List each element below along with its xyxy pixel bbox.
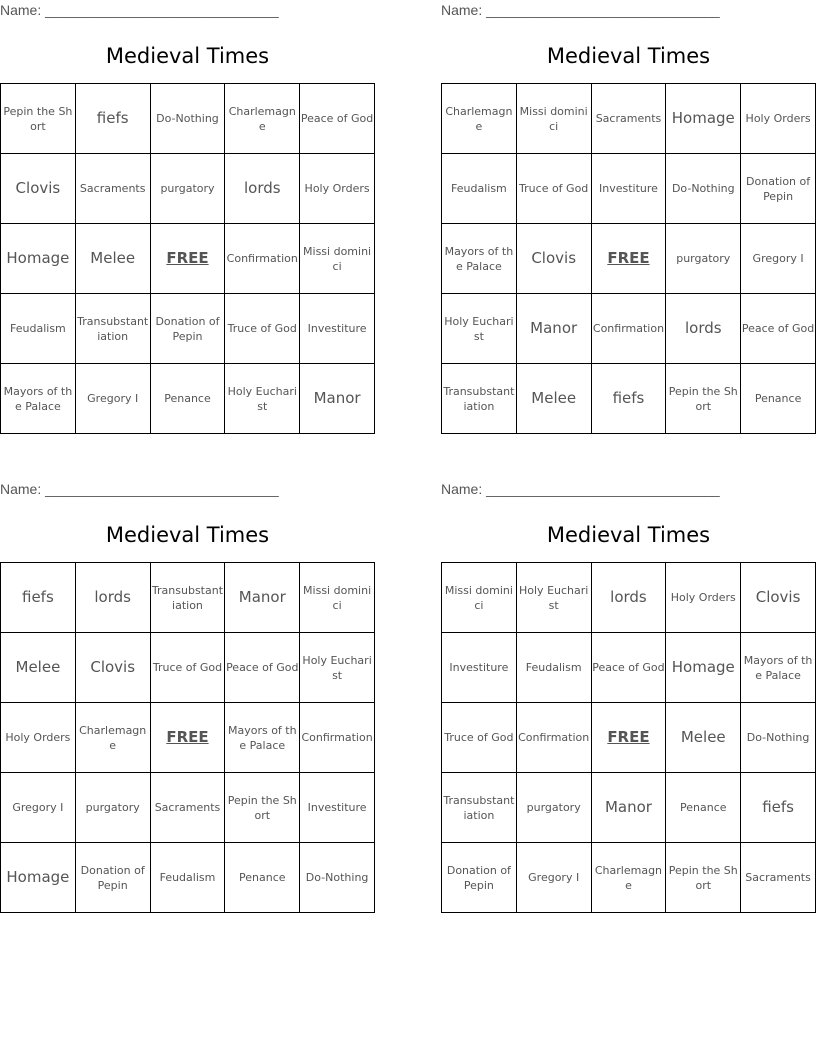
bingo-cell: Charlemagne <box>75 703 150 773</box>
free-space-cell: FREE <box>150 703 225 773</box>
bingo-cell: Gregory I <box>516 843 591 913</box>
bingo-cell: Penance <box>666 773 741 843</box>
free-space-cell: FREE <box>591 224 666 294</box>
bingo-cell: Sacraments <box>741 843 816 913</box>
bingo-cell: lords <box>75 563 150 633</box>
bingo-cell: lords <box>591 563 666 633</box>
bingo-cell: Clovis <box>75 633 150 703</box>
bingo-cell: Peace of God <box>225 633 300 703</box>
bingo-cell: lords <box>225 154 300 224</box>
name-field: Name: ______________________________ <box>441 481 720 497</box>
card-title: Medieval Times <box>546 523 711 547</box>
bingo-cell: Donation of Pepin <box>150 294 225 364</box>
bingo-cell: fiefs <box>1 563 76 633</box>
bingo-cell: Do-Nothing <box>666 154 741 224</box>
bingo-cell: Charlemagne <box>225 84 300 154</box>
bingo-cell: Charlemagne <box>442 84 517 154</box>
bingo-grid <box>0 83 375 434</box>
bingo-cell: Missi dominici <box>516 84 591 154</box>
bingo-cell: Clovis <box>741 563 816 633</box>
bingo-cell: Feudalism <box>516 633 591 703</box>
bingo-cell: Investiture <box>442 633 517 703</box>
bingo-row <box>1 843 375 913</box>
bingo-row <box>1 294 375 364</box>
bingo-cell: fiefs <box>75 84 150 154</box>
bingo-cell: Holy Orders <box>666 563 741 633</box>
bingo-cell: Feudalism <box>150 843 225 913</box>
bingo-cell: Truce of God <box>150 633 225 703</box>
bingo-cell: Holy Eucharist <box>516 563 591 633</box>
bingo-cell: Mayors of the Palace <box>1 364 76 434</box>
bingo-cell: Holy Eucharist <box>442 294 517 364</box>
bingo-cell: Mayors of the Palace <box>442 224 517 294</box>
bingo-cell: Truce of God <box>225 294 300 364</box>
bingo-cell: Sacraments <box>591 84 666 154</box>
bingo-row <box>1 364 375 434</box>
bingo-cell: Penance <box>150 364 225 434</box>
bingo-cell: Clovis <box>1 154 76 224</box>
bingo-cell: Do-Nothing <box>150 84 225 154</box>
bingo-row <box>1 703 375 773</box>
bingo-row <box>1 154 375 224</box>
bingo-cell: Clovis <box>516 224 591 294</box>
bingo-cell: Missi dominici <box>300 224 375 294</box>
free-space-cell: FREE <box>150 224 225 294</box>
bingo-cell: Holy Orders <box>741 84 816 154</box>
bingo-row <box>1 563 375 633</box>
bingo-cell: Penance <box>741 364 816 434</box>
bingo-cell: Pepin the Short <box>225 773 300 843</box>
bingo-cell: Donation of Pepin <box>75 843 150 913</box>
bingo-cell: Melee <box>75 224 150 294</box>
bingo-cell: Holy Orders <box>300 154 375 224</box>
bingo-row <box>442 224 816 294</box>
bingo-cell: Truce of God <box>516 154 591 224</box>
bingo-cell: Melee <box>1 633 76 703</box>
bingo-cell: fiefs <box>741 773 816 843</box>
bingo-cell: Pepin the Short <box>666 843 741 913</box>
bingo-cell: Melee <box>516 364 591 434</box>
bingo-cell: Peace of God <box>591 633 666 703</box>
bingo-cell: Holy Eucharist <box>225 364 300 434</box>
bingo-cell: Do-Nothing <box>741 703 816 773</box>
bingo-cell: Pepin the Short <box>666 364 741 434</box>
bingo-cell: Sacraments <box>75 154 150 224</box>
bingo-cell: Homage <box>666 633 741 703</box>
bingo-cell: Holy Orders <box>1 703 76 773</box>
bingo-grid <box>441 562 816 913</box>
bingo-row <box>1 633 375 703</box>
bingo-cell: Confirmation <box>516 703 591 773</box>
bingo-row <box>1 84 375 154</box>
bingo-cell: Homage <box>1 843 76 913</box>
bingo-cell: Manor <box>591 773 666 843</box>
bingo-cell: Peace of God <box>300 84 375 154</box>
bingo-cell: Feudalism <box>442 154 517 224</box>
bingo-grid <box>0 562 375 913</box>
card-title: Medieval Times <box>546 44 711 68</box>
bingo-cell: Investiture <box>300 294 375 364</box>
bingo-cell: Donation of Pepin <box>442 843 517 913</box>
bingo-cell: Sacraments <box>150 773 225 843</box>
card-title: Medieval Times <box>105 523 270 547</box>
bingo-cell: purgatory <box>516 773 591 843</box>
bingo-row <box>442 294 816 364</box>
bingo-row <box>442 84 816 154</box>
bingo-cell: Confirmation <box>225 224 300 294</box>
bingo-row <box>442 154 816 224</box>
bingo-cell: Mayors of the Palace <box>741 633 816 703</box>
bingo-cell: Missi dominici <box>442 563 517 633</box>
bingo-cell: purgatory <box>75 773 150 843</box>
bingo-cell: Donation of Pepin <box>741 154 816 224</box>
bingo-cell: Transubstantiation <box>150 563 225 633</box>
bingo-row <box>442 364 816 434</box>
bingo-cell: purgatory <box>666 224 741 294</box>
bingo-cell: Do-Nothing <box>300 843 375 913</box>
bingo-cell: Truce of God <box>442 703 517 773</box>
bingo-grid <box>441 83 816 434</box>
name-field: Name: ______________________________ <box>0 481 279 497</box>
bingo-row <box>1 224 375 294</box>
bingo-cell: Manor <box>225 563 300 633</box>
name-field: Name: ______________________________ <box>0 2 279 18</box>
bingo-row <box>442 563 816 633</box>
bingo-cell: Charlemagne <box>591 843 666 913</box>
bingo-cell: Confirmation <box>591 294 666 364</box>
bingo-cell: Gregory I <box>75 364 150 434</box>
free-space-cell: FREE <box>591 703 666 773</box>
bingo-cell: Feudalism <box>1 294 76 364</box>
bingo-cell: Homage <box>666 84 741 154</box>
bingo-cell: Mayors of the Palace <box>225 703 300 773</box>
bingo-cell: Transubstantiation <box>442 364 517 434</box>
bingo-row <box>442 773 816 843</box>
bingo-row <box>442 633 816 703</box>
bingo-cell: purgatory <box>150 154 225 224</box>
bingo-row <box>442 843 816 913</box>
bingo-cell: lords <box>666 294 741 364</box>
name-field: Name: ______________________________ <box>441 2 720 18</box>
bingo-cell: Investiture <box>591 154 666 224</box>
bingo-cell: Manor <box>516 294 591 364</box>
bingo-row <box>442 703 816 773</box>
bingo-cell: Pepin the Short <box>1 84 76 154</box>
card-title: Medieval Times <box>105 44 270 68</box>
bingo-cell: fiefs <box>591 364 666 434</box>
bingo-cell: Melee <box>666 703 741 773</box>
bingo-cell: Transubstantiation <box>442 773 517 843</box>
bingo-cell: Missi dominici <box>300 563 375 633</box>
bingo-cell: Transubstantiation <box>75 294 150 364</box>
bingo-cell: Penance <box>225 843 300 913</box>
bingo-cell: Confirmation <box>300 703 375 773</box>
bingo-cell: Peace of God <box>741 294 816 364</box>
bingo-cell: Holy Eucharist <box>300 633 375 703</box>
bingo-cell: Gregory I <box>741 224 816 294</box>
bingo-cell: Manor <box>300 364 375 434</box>
bingo-cell: Homage <box>1 224 76 294</box>
bingo-cell: Investiture <box>300 773 375 843</box>
bingo-cell: Gregory I <box>1 773 76 843</box>
bingo-row <box>1 773 375 843</box>
